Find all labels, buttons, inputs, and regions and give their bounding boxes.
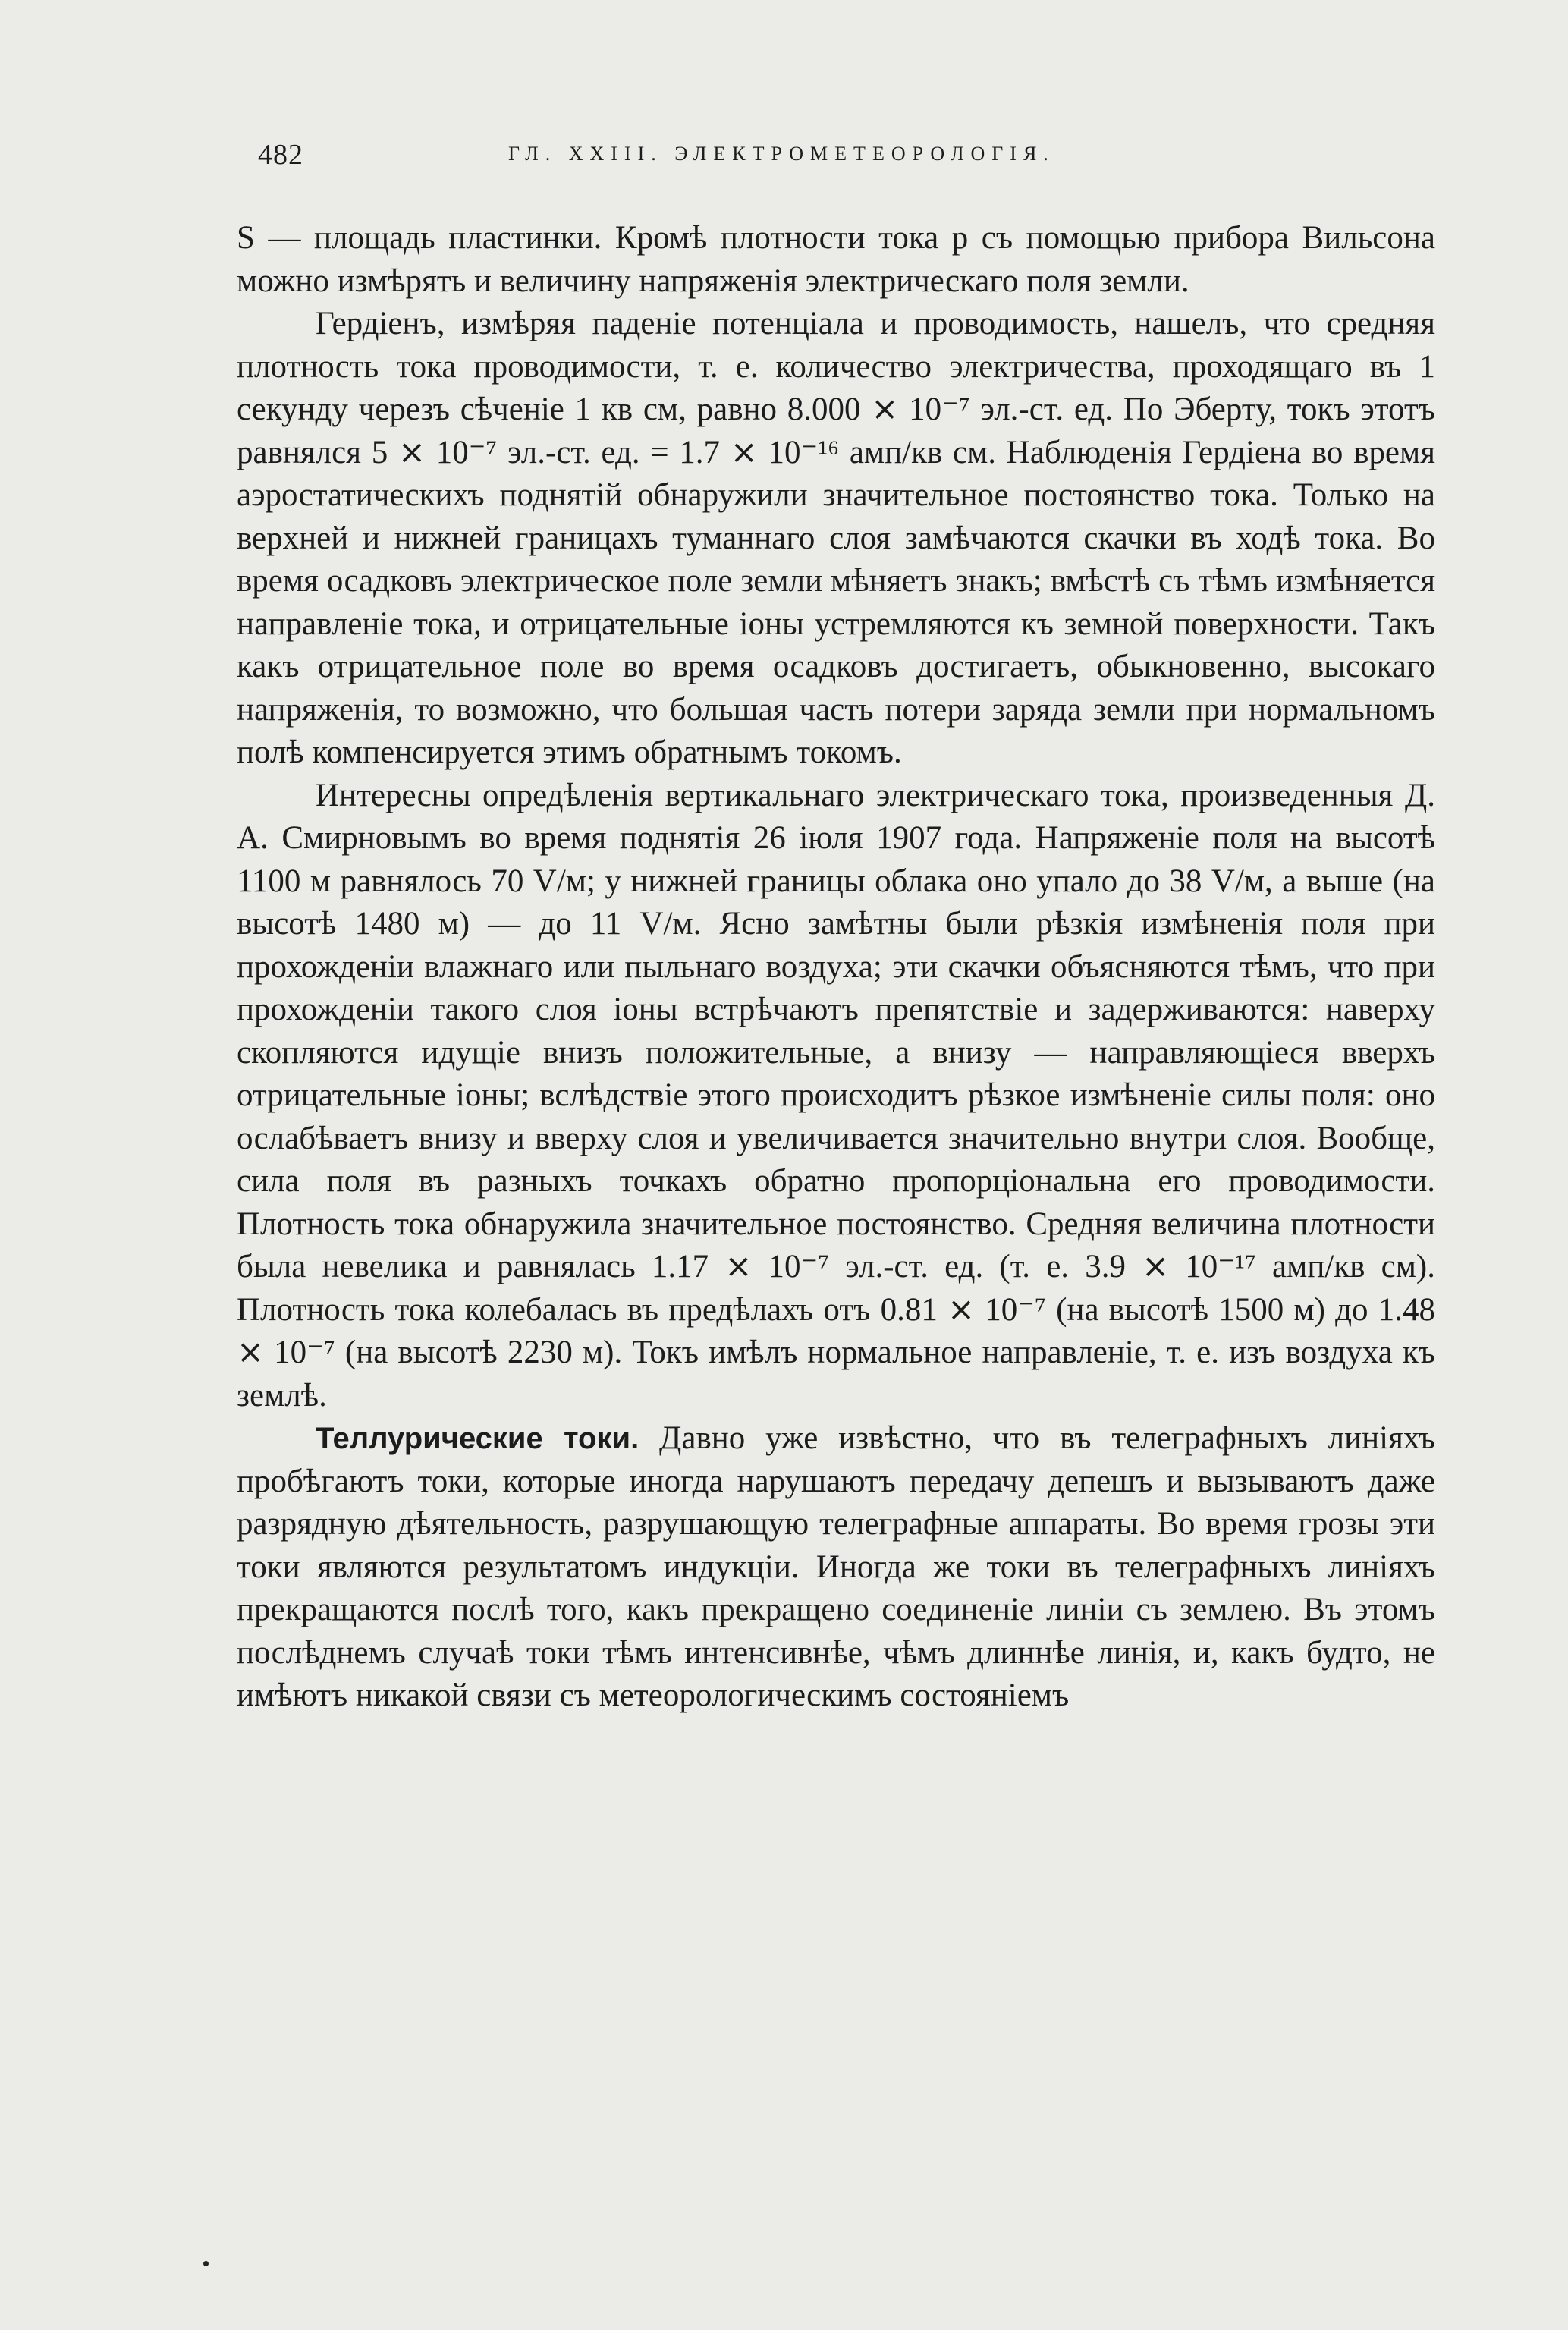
chapter-title: ГЛ. XXIII. ЭЛЕКТРОМЕТЕОРОЛОГIЯ. [508, 143, 1055, 165]
page-number: 482 [258, 139, 303, 171]
paragraph-smirnov: Интересны опредѣленiя вертикальнаго электрическаго тока, произведенныя Д. А. Смирновымъ во время поднятiя 26 iюля 1907 года. Напряженiе поля на высотѣ 1100 м равнялось 70 V/м; у нижней границы облака оно упало до 38 V/м, а выше (на высотѣ 1480 м) — до 11 V/м. Ясно замѣтны были рѣзкiя измѣненiя поля при прохожденiи влажнаго или пыльнаго воздуха; эти скачки объясняются тѣмъ, что при прохожденiи такого слоя iоны встрѣчаютъ препятствiе и задерживаются: наверху скопляются идущiе внизъ положительные, а внизу — направляющiеся вверхъ отрицательные iоны; вслѣдствiе этого происходитъ рѣзкое измѣненiе силы поля: оно ослабѣваетъ внизу и вверху слоя и увеличивается значительно внутри слоя. Вообще, сила поля въ разныхъ точкахъ обратно пропорцiональна его проводимости. Плотность тока обнаружила значительное постоянство. Средняя величина плотности была невелика и равнялась 1.17 ⨯ 10⁻⁷ эл.-ст. ед. (т. е. 3.9 ⨯ 10⁻¹⁷ амп/кв см). Плотность тока колебалась въ предѣлахъ отъ 0.81 ⨯ 10⁻⁷ (на высотѣ 1500 м) до 1.48 ⨯ 10⁻⁷ (на высотѣ 2230 м). Токъ имѣлъ нормальное направленiе, т. е. изъ воздуха къ землѣ. [237, 777, 1435, 1413]
paragraph-telluric [237, 1417, 1435, 1718]
section-text: Давно уже извѣстно, что въ телеграфныхъ линiяхъ пробѣгаютъ токи, которые иногда нарушаютъ передачу депешъ и вызываютъ даже разрядную дѣятельность, разрушающую телеграфные аппараты. Во время грозы эти токи являются результатомъ индукцiи. Иногда же токи въ телеграфныхъ линiяхъ прекращаются послѣ того, какъ прекращено соединенiе линiи съ землею. Въ этомъ послѣднемъ случаѣ токи тѣмъ интенсивнѣе, чѣмъ длиннѣе линiя, и, какъ будто, не имѣютъ никакой связи съ метеорологическимъ состоянiемъ [237, 1420, 1435, 1713]
paragraph-continuation: S — площадь пластинки. Кромѣ плотности тока p съ помощью прибора Вильсона можно измѣрять и величину напряженiя электрическаго поля земли. [237, 220, 1435, 299]
section-heading: Теллурические токи. [316, 1422, 639, 1455]
paragraph-gerdien: Гердiенъ, измѣряя паденiе потенцiала и проводимость, нашелъ, что средняя плотность тока проводимости, т. е. количество электричества, проходящаго въ 1 секунду черезъ сѣченiе 1 кв см, равно 8.000 ⨯ 10⁻⁷ эл.-ст. ед. По Эберту, токъ этотъ равнялся 5 ⨯ 10⁻⁷ эл.-ст. ед. = 1.7 ⨯ 10⁻¹⁶ амп/кв см. Наблюденiя Гердiена во время аэростатическихъ поднятiй обнаружили значительное постоянство тока. Только на верхней и нижней границахъ туманнаго слоя замѣчаются скачки въ ходѣ тока. Во время осадковъ электрическое поле земли мѣняетъ знакъ; вмѣстѣ съ тѣмъ измѣняется направленiе тока, и отрицательные iоны устремляются къ земной поверхности. Такъ какъ отрицательное поле во время осадковъ достигаетъ, обыкновенно, высокаго напряженiя, то возможно, что большая часть потери заряда земли при нормальномъ полѣ компенсируется этимъ обратнымъ токомъ. [237, 306, 1435, 770]
page-speck [203, 2261, 209, 2266]
running-head [258, 138, 1438, 184]
body-text [237, 217, 1435, 1718]
